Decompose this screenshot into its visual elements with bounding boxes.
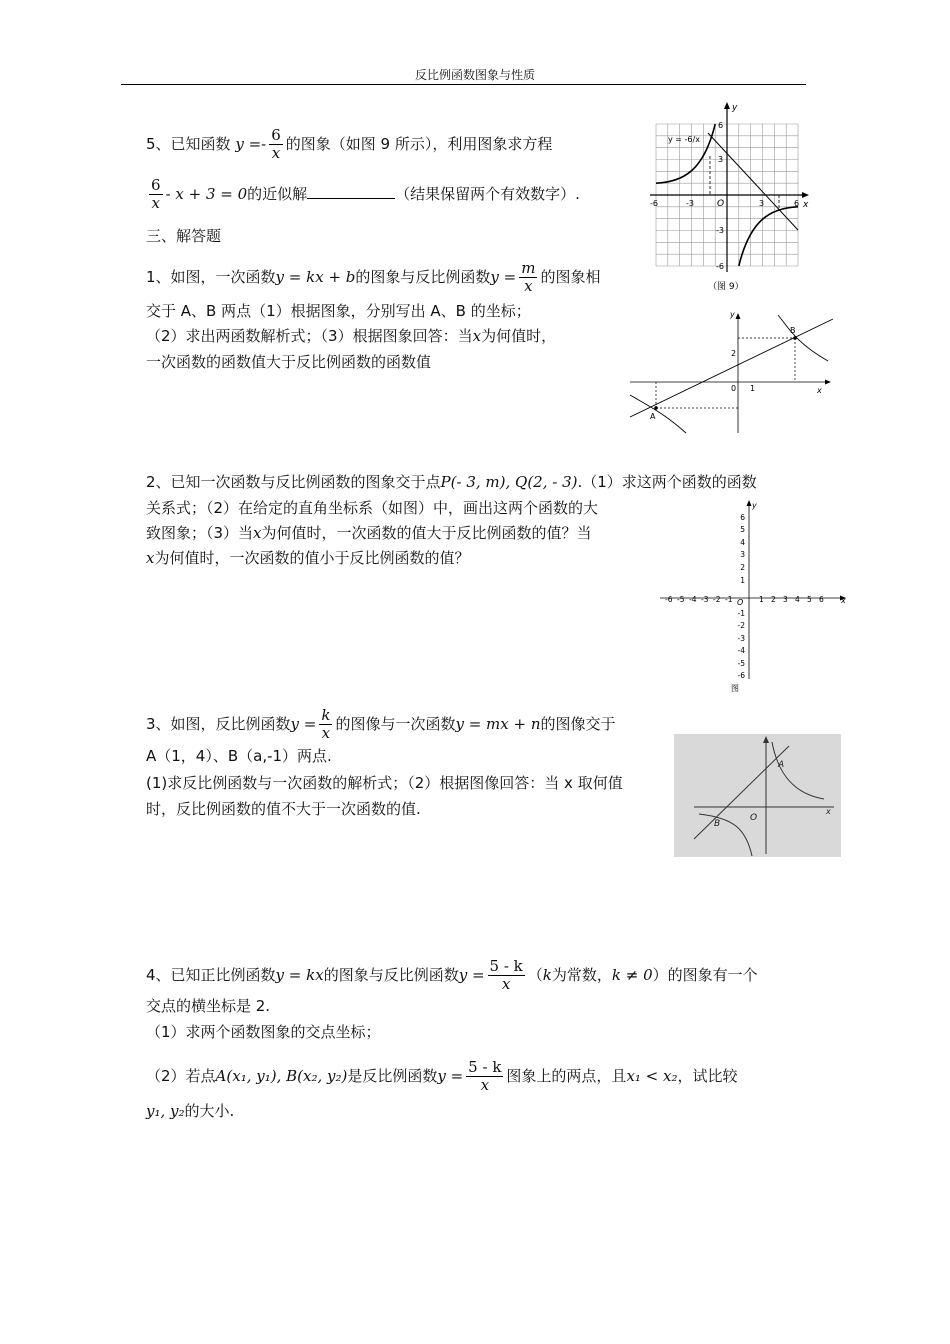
q1-l3-pre: （2）求出两函数解析式；（3）根据图象回答：当 [146,327,473,345]
q4-line-3: （1）求两个函数图象的交点坐标； [146,1023,381,1041]
q2-fig-y-tick: -3 [737,634,745,643]
q5-mid: 的近似解 [247,185,308,203]
q3-line-1 [146,707,616,742]
q2-fig-y-tick: -5 [737,659,745,668]
q5-suffix: 的图象（如图 9 所示），利用图象求方程 [285,135,553,153]
q3-mid: 的图像与一次函数 [335,715,456,733]
q2-fig-origin: O [737,598,744,607]
fig9-arrow-y [724,102,730,109]
q3-fig-origin: O [750,813,758,823]
q2-line-4 [146,548,469,568]
q1-line-3 [146,326,556,346]
q2-fig-x-tick: -4 [689,595,697,604]
q4-l5-post: 的大小. [184,1102,235,1120]
fig9-caption: （图 9） [708,282,744,292]
q3-fig-hyperbola-right [772,742,824,799]
q2-fig-x-tick: 6 [819,595,824,604]
q3-frac-den: x [321,724,331,742]
q4-line-4 [146,1059,738,1094]
page-header: 反比例函数图象与性质 [414,68,535,82]
fig9-tick: -3 [686,199,694,208]
q5-line-2 [146,177,580,212]
q2-fig-y-tick: 2 [740,563,745,572]
q2-l3-post: 为何值时，一次函数的值大于反比例函数的值？当 [261,524,592,542]
q5-frac-num: 6 [271,126,281,144]
q1-fig-y-arrow [736,313,741,319]
q4-line-1 [146,958,758,993]
q1-fig-x-label: x [817,386,822,395]
q1-suffix: 的图象相 [540,268,601,286]
q3-frac-num: k [321,706,331,724]
q1-line-1 [146,260,600,295]
q3-eq2: y = mx + n [455,715,541,733]
q2-line-1 [146,472,757,492]
q2-fig-x-tick: -1 [725,595,733,604]
q1-frac-num: m [521,259,536,277]
q4-eq1: y = kx [275,966,324,984]
q2-fig-x-label: x [841,596,846,605]
q3-fig-label-a: A [778,760,785,770]
q4-fraction [488,958,525,993]
fig9-tick: 3 [759,199,765,208]
q4-frac-num: 5 - k [489,957,523,975]
fig9-arrow-x [802,192,809,198]
q2-line-2: 关系式；（2）在给定的直角坐标系（如图）中，画出这两个函数的大 [146,499,599,517]
q3-suffix: 的图像交于 [540,715,616,733]
q2-fig-x-tick: -5 [677,595,685,604]
section-title: 三、解答题 [146,227,222,245]
q1-l3-post: 为何值时， [481,327,557,345]
q5-line-1 [146,127,552,162]
fig9-hyperbola-left [656,124,715,183]
q1-fig-tick-1: 1 [750,384,756,393]
q1-l3-x: x [472,327,482,345]
q2-fig-y-ticks [738,513,746,680]
q5-eq: y =- [235,135,267,153]
q4-post-b: 为常数， [551,966,612,984]
header-rule [121,84,806,85]
q1-frac-den: x [524,277,533,295]
q2-fig-y-tick: 4 [740,538,745,547]
q1-fig-point-a [654,406,658,410]
q2-fig-y-tick: 6 [740,513,745,522]
q2-fig-x-tick: 3 [783,595,788,604]
q2-fig-caption: 图 [731,684,739,693]
q2-l3-pre: 致图象；（3）当 [146,524,254,542]
q5-l2-num: 6 [151,176,161,194]
q2-fig-x-ticks [665,595,824,604]
q2-fig-y-label: y [752,501,757,510]
q2-fig-y-tick: 3 [740,550,745,559]
q5-prefix: 5、已知函数 [146,135,231,153]
q3-fig-x-label: x [826,807,831,816]
q1-fig-x-arrow [825,380,831,385]
fig9-tick: -3 [716,226,724,235]
q1-fig-point-b [793,336,797,340]
q5-equation: - x + 3 = 0 [165,185,248,203]
q4-l4-fraction [466,1059,503,1094]
q4-frac-den: x [501,975,511,993]
q2-fig-y-tick: -2 [737,621,745,630]
q3-fig-y-arrow [763,736,769,743]
q2-fig-x-tick: 1 [759,595,764,604]
fig9-tick: 6 [718,121,724,130]
q5-eq-fraction [149,177,163,212]
q2-l4-x: x [146,549,155,567]
q4-line-2: 交点的横坐标是 2. [146,997,271,1015]
q4-l4-eq: y = [437,1067,464,1085]
q2-fig-x-tick: -2 [713,595,721,604]
q4-eq2: y = [458,966,485,984]
figure-q2 [655,495,855,695]
q4-post-a: （ [527,966,543,984]
q2-fig-y-tick: -4 [737,646,745,655]
q2-fig-y-arrow [747,500,752,506]
q1-fig-origin: 0 [731,384,737,393]
q4-cond: k ≠ 0 [611,966,653,984]
q1-eq2: y = [490,268,517,286]
q1-line-4: 一次函数的函数值大于反比例函数的函数值 [146,353,432,371]
fig9-axes [650,104,806,272]
q4-l5-vars: y₁, y₂ [146,1102,185,1120]
q2-fig-x-tick: 2 [771,595,776,604]
fig9-tick: 3 [718,155,724,164]
fig9-tick: 6 [794,199,800,208]
q1-fig-hyperbola-left [630,395,686,433]
q4-l4-ineq: x₁ < x₂ [626,1067,678,1085]
q3-line-3: (1)求反比例函数与一次函数的解析式；（2）根据图像回答：当 x 取何值 [146,774,623,792]
figure-9 [648,100,813,295]
q4-k: k [542,966,552,984]
q5-answer-blank[interactable] [307,184,395,199]
q2-l3-x: x [253,524,262,542]
q3-prefix: 3、如图，反比例函数 [146,715,291,733]
q2-fig-x-tick: 4 [795,595,800,604]
fig9-eq-label: y = -6/x [668,135,700,144]
q4-l4-pre: （2）若点 [146,1067,216,1085]
q2-fig-x-tick: -3 [701,595,709,604]
q2-fig-y-tick: 5 [740,525,745,534]
q1-fig-tick-2: 2 [731,349,737,358]
q4-post-c: ）的图象有一个 [652,966,758,984]
q2-points: P(- 3, m), Q(2, - 3) [440,473,578,491]
q2-fig-x-tick: -6 [665,595,673,604]
q4-prefix: 4、已知正比例函数 [146,966,276,984]
q3-fig-drawing [674,734,841,857]
fig9-x-label: x [803,200,809,210]
q5-frac-den: x [271,144,281,162]
q5-end: （结果保留两个有效数字）. [395,185,580,203]
q3-line-4: 时，反比例函数的值不大于一次函数的值. [146,800,421,818]
q4-l4-num: 5 - k [468,1058,502,1076]
q1-eq1: y = kx + b [275,268,356,286]
q2-fig-y-tick: 1 [740,576,745,585]
figure-q1 [628,305,840,435]
q4-l4-den: x [480,1076,490,1094]
q4-mid: 的图象与反比例函数 [323,966,459,984]
q4-line-5 [146,1101,234,1121]
q1-fig-label-b: B [790,326,796,335]
q2-prefix: 2、已知一次函数与反比例函数的图象交于点 [146,473,441,491]
q5-fraction [269,127,283,162]
q3-fig-line [694,746,789,839]
q2-fig-y-tick: -6 [737,671,745,680]
q3-fraction [319,707,332,742]
q4-l4-post-b: ，试比较 [677,1067,738,1085]
fig9-y-label: y [732,103,738,113]
fig9-origin: O [717,199,725,209]
q1-prefix: 1、如图，一次函数 [146,268,276,286]
q3-line-2: A（1，4）、B（a,-1）两点. [146,747,332,765]
q1-fig-y-label: y [730,310,735,319]
q2-fig-x-tick: 5 [807,595,812,604]
fig9-hyperbola-right [739,207,798,266]
q1-fraction [519,260,537,295]
q1-fig-line [630,319,833,417]
fig9-tick: -6 [650,199,658,208]
q4-l4-points: A(x₁, y₁), B(x₂, y₂) [215,1067,348,1085]
q3-fig-hyperbola-left [699,814,752,856]
q2-l4-post: 为何值时，一次函数的值小于反比例函数的值？ [154,549,470,567]
q1-fig-hyperbola-right [778,315,828,361]
q2-line-3 [146,523,592,543]
figure-q3 [674,734,841,857]
q4-l4-post-a: 图象上的两点，且 [506,1067,627,1085]
q1-mid: 的图象与反比例函数 [355,268,491,286]
q2-fig-y-tick: -1 [737,609,745,618]
q3-fig-label-b: B [714,819,721,829]
q5-l2-den: x [151,194,160,212]
fig9-tick: -6 [716,262,724,271]
q4-l4-mid: 是反比例函数 [347,1067,438,1085]
q1-line-2: 交于 A、B 两点（1）根据图象，分别写出 A、B 的坐标； [146,302,531,320]
q3-eq1: y = [290,715,317,733]
q2-suffix: .（1）求这两个函数的函数 [577,473,757,491]
q1-fig-label-a: A [650,412,656,421]
